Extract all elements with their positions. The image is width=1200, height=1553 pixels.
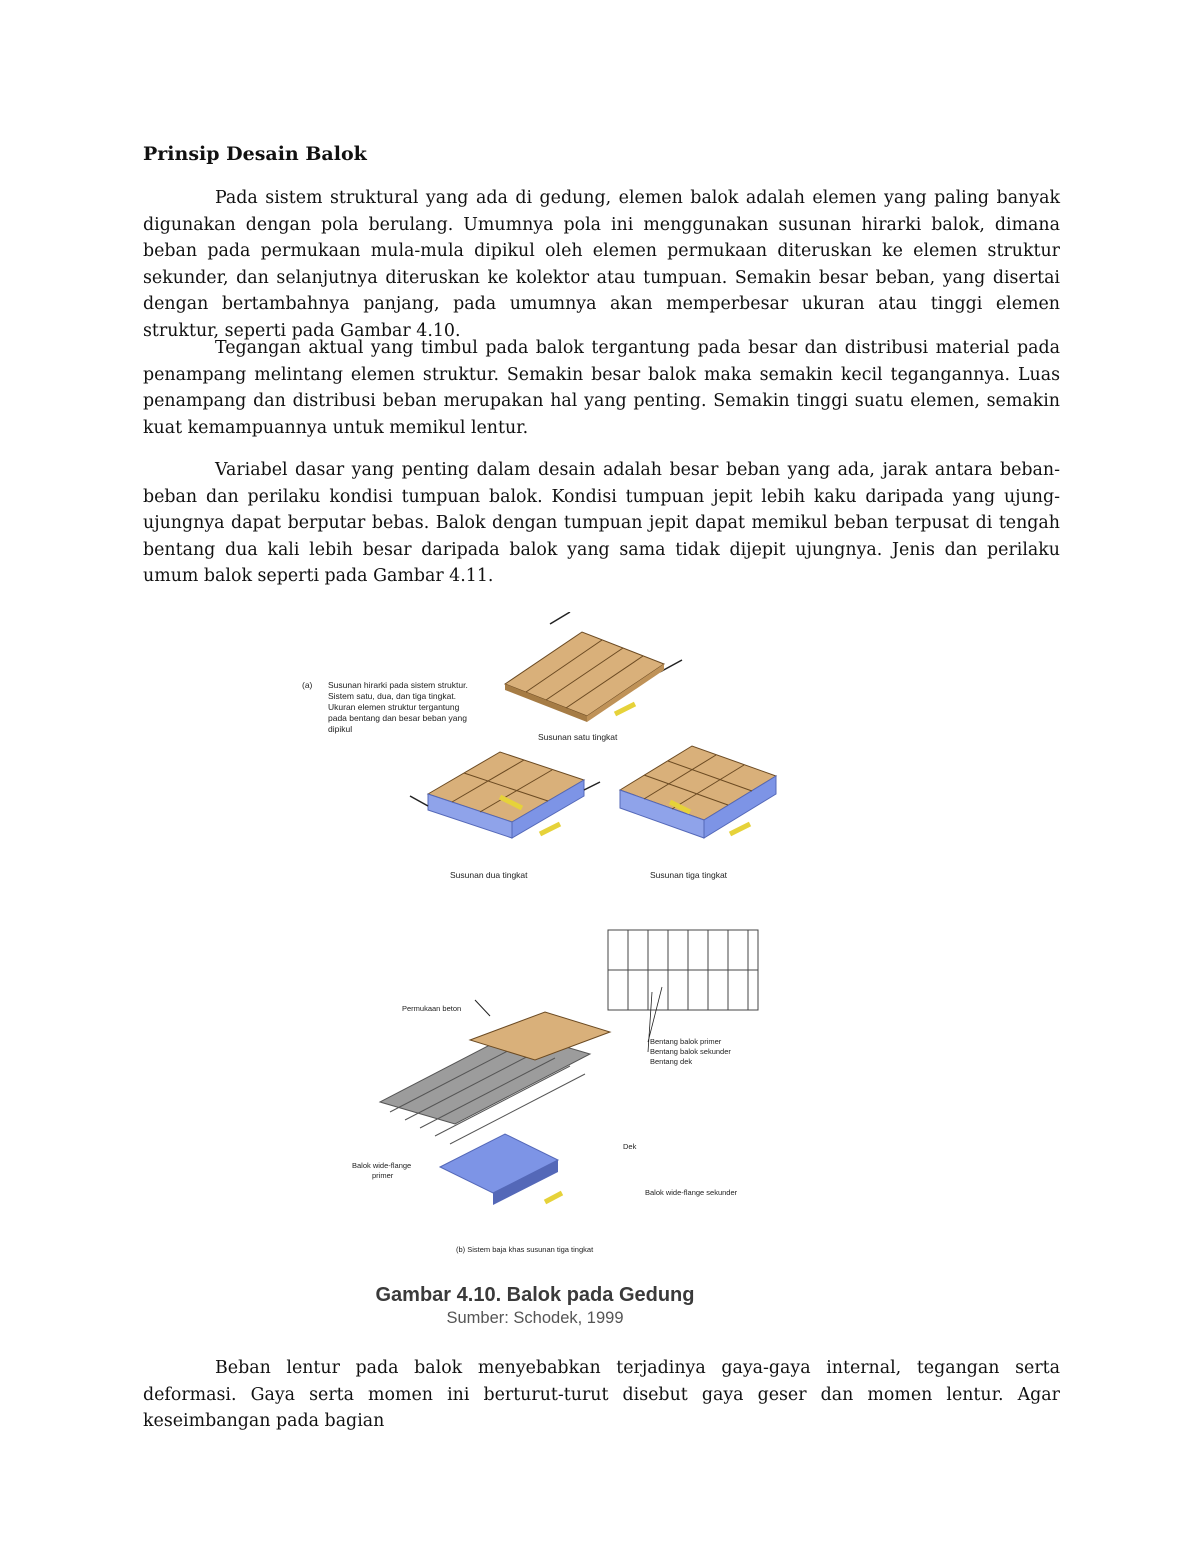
label-primary-beam-line-2: primer bbox=[372, 1171, 394, 1180]
section-heading: Prinsip Desain Balok bbox=[143, 143, 367, 165]
label-primary-span: Bentang balok primer bbox=[650, 1037, 722, 1046]
plan-grid bbox=[608, 930, 758, 1010]
label-deck-span: Bentang dek bbox=[650, 1057, 693, 1066]
figure-caption-title: Gambar 4.10. Balok pada Gedung bbox=[375, 1284, 695, 1306]
label-three-level: Susunan tiga tingkat bbox=[650, 870, 728, 880]
label-one-level: Susunan satu tingkat bbox=[538, 732, 618, 742]
part-a-note-line-1: Susunan hirarki pada sistem struktur. bbox=[328, 680, 468, 690]
paragraph-2: Tegangan aktual yang timbul pada balok tergantung pada besar dan distribusi material pada penampang melintang elemen struktur. Semakin besar balok maka semakin kecil tegangannya. Luas penampang dan distribusi beban merupakan hal yang penting. Semakin tinggi suatu elemen, semakin kuat kemampuannya untuk memikul lentur. bbox=[143, 338, 1060, 438]
three-level-illustration bbox=[620, 746, 776, 880]
label-secondary-span: Bentang balok sekunder bbox=[650, 1047, 731, 1056]
part-a-note-line-4: pada bentang dan besar beban yang bbox=[328, 713, 467, 723]
two-level-illustration bbox=[410, 752, 600, 880]
label-primary-beam-line-1: Balok wide-flange bbox=[352, 1161, 412, 1170]
label-secondary-beam: Balok wide-flange sekunder bbox=[645, 1188, 738, 1197]
part-b-caption: (b) Sistem baja khas susunan tiga tingkat bbox=[456, 1245, 594, 1254]
label-two-level: Susunan dua tingkat bbox=[450, 870, 528, 880]
part-a-note-line-5: dipikul bbox=[328, 724, 353, 734]
part-a-note-line-2: Sistem satu, dua, dan tiga tingkat. bbox=[328, 691, 457, 701]
paragraph-4: Beban lentur pada balok menyebabkan terjadinya gaya-gaya internal, tegangan serta deformasi. Gaya serta momen ini berturut-turut disebut gaya geser dan momen lentur. Agar keseimbangan pada bagian bbox=[143, 1358, 1060, 1432]
one-level-illustration bbox=[505, 612, 682, 742]
figure-caption-source: Sumber: Schodek, 1999 bbox=[446, 1309, 624, 1327]
label-deck: Dek bbox=[623, 1142, 637, 1151]
beam-figure bbox=[290, 612, 810, 1262]
paragraph-1: Pada sistem struktural yang ada di gedung, elemen balok adalah elemen yang paling banyak digunakan dengan pola berulang. Umumnya pola ini menggunakan susunan hirarki balok, dimana beban pada permukaan mula-mula dipikul oleh elemen permukaan diteruskan ke elemen struktur sekunder, dan selanjutnya diteruskan ke kolektor atau tumpuan. Semakin besar beban, yang disertai dengan bertambahnya panjang, pada umumnya akan memperbesar ukuran atau tinggi elemen struktur, seperti pada Gambar 4.10. bbox=[143, 188, 1060, 341]
paragraph-3: Variabel dasar yang penting dalam desain adalah besar beban yang ada, jarak antara beban-beban dan perilaku kondisi tumpuan balok. Kondisi tumpuan jepit lebih kaku daripada yang ujung-ujungnya dapat berputar bebas. Balok dengan tumpuan jepit dapat memikul beban terpusat di tengah bentang dua kali lebih besar daripada balok yang sama tidak dijepit ujungnya. Jenis dan perilaku umum balok seperti pada Gambar 4.11. bbox=[143, 460, 1060, 587]
part-a-marker: (a) bbox=[302, 680, 313, 690]
part-a-note-line-3: Ukuran elemen struktur tergantung bbox=[328, 702, 460, 712]
label-surface: Permukaan beton bbox=[402, 1004, 462, 1013]
